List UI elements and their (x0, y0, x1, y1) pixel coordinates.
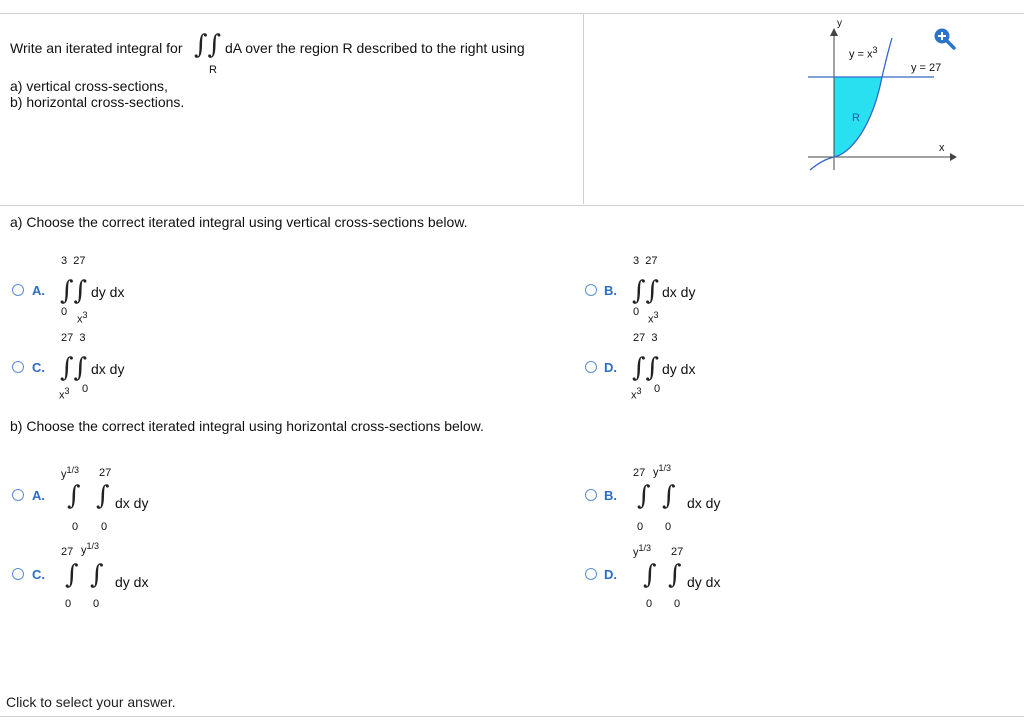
outer-lower-limit: 0 (637, 521, 644, 533)
top-divider (0, 13, 1024, 14)
option-letter: C. (32, 567, 45, 582)
option-letter: B. (604, 283, 617, 298)
option-letter: B. (604, 488, 617, 503)
outer-lower-limit: 0 (72, 521, 79, 533)
outer-integral-symbol: ∫ (637, 481, 651, 511)
inner-integral-symbol: ∫ (662, 481, 676, 511)
question-prefix: Write an iterated integral for (10, 40, 183, 56)
lower-limit-inner: $x^3$ (648, 310, 659, 326)
footer-instruction: Click to select your answer. (6, 694, 176, 710)
option-letter: C. (32, 360, 45, 375)
radio-button[interactable] (12, 284, 24, 296)
integrand: dy dx (115, 574, 149, 590)
header-divider (0, 205, 1024, 206)
integrand: dy dx (687, 574, 721, 590)
part-b-label: b) horizontal cross-sections. (10, 94, 185, 110)
outer-upper-limit: $y^{1/3}$ (61, 465, 80, 481)
lower-limit-outer: 0 (633, 306, 640, 318)
integrand: dx dy (687, 495, 721, 511)
region-label: R (852, 112, 860, 124)
option-letter: D. (604, 360, 617, 375)
radio-button[interactable] (585, 361, 597, 373)
outer-integral-symbol: ∫ (65, 560, 79, 590)
option-letter: A. (32, 488, 45, 503)
inner-upper-limit: $y^{1/3}$ (653, 463, 672, 479)
inner-upper-limit: $y^{1/3}$ (81, 541, 100, 557)
lower-limit-inner: 0 (82, 383, 89, 395)
outer-integral-symbol: ∫ (67, 481, 81, 511)
inner-lower-limit: 0 (93, 598, 100, 610)
option-letter: A. (32, 283, 45, 298)
integrand: dx dy (115, 495, 149, 511)
x-axis-label: x (939, 142, 945, 154)
inner-integral-symbol: ∫ (90, 560, 104, 590)
integrand: dx dy (91, 361, 125, 377)
option-letter: D. (604, 567, 617, 582)
integrand: dy dx (91, 284, 125, 300)
outer-lower-limit: 0 (65, 598, 72, 610)
outer-integral-symbol: ∫ (643, 560, 657, 590)
double-integral-symbol: ∫∫ (632, 353, 660, 383)
bottom-divider (0, 716, 1024, 717)
upper-limits: 3 27 (61, 255, 86, 267)
zoom-in-icon[interactable] (932, 26, 956, 50)
upper-limits: 27 3 (61, 332, 86, 344)
lower-limit-inner: 0 (654, 383, 661, 395)
outer-upper-limit: $y^{1/3}$ (633, 543, 652, 559)
region-subscript: R (209, 64, 217, 76)
upper-limits: 3 27 (633, 255, 658, 267)
inner-lower-limit: 0 (101, 521, 108, 533)
line-label: y = 27 (911, 62, 942, 74)
section-b-prompt: b) Choose the correct iterated integral using horizontal cross-sections below. (10, 418, 484, 434)
lower-limit-outer: $x^3$ (59, 386, 70, 402)
lower-limit-outer: 0 (61, 306, 68, 318)
inner-integral-symbol: ∫ (96, 481, 110, 511)
question-suffix: dA over the region R described to the right using (225, 40, 525, 56)
x-axis-arrow (950, 153, 957, 161)
inner-integral-symbol: ∫ (668, 560, 682, 590)
vertical-divider (583, 14, 584, 204)
double-integral-symbol: ∫∫ (194, 30, 222, 60)
part-a-label: a) vertical cross-sections, (10, 78, 168, 94)
inner-upper-limit: 27 (671, 546, 684, 558)
radio-button[interactable] (12, 568, 24, 580)
outer-upper-limit: 27 (633, 467, 646, 479)
outer-lower-limit: 0 (646, 598, 653, 610)
radio-button[interactable] (12, 489, 24, 501)
radio-button[interactable] (585, 284, 597, 296)
radio-button[interactable] (12, 361, 24, 373)
lower-limit-inner: $x^3$ (77, 310, 88, 326)
y-axis-label: y (837, 18, 842, 29)
upper-limits: 27 3 (633, 332, 658, 344)
radio-button[interactable] (585, 568, 597, 580)
curve-label: $y = x^3$ (849, 45, 878, 61)
lower-limit-outer: $x^3$ (631, 386, 642, 402)
section-a-prompt: a) Choose the correct iterated integral using vertical cross-sections below. (10, 214, 468, 230)
inner-upper-limit: 27 (99, 467, 112, 479)
inner-lower-limit: 0 (674, 598, 681, 610)
double-integral-symbol: ∫∫ (632, 276, 660, 306)
integrand: dy dx (662, 361, 696, 377)
double-integral-symbol: ∫∫ (60, 353, 88, 383)
inner-lower-limit: 0 (665, 521, 672, 533)
radio-button[interactable] (585, 489, 597, 501)
outer-upper-limit: 27 (61, 546, 74, 558)
double-integral-symbol: ∫∫ (60, 276, 88, 306)
integrand: dx dy (662, 284, 696, 300)
